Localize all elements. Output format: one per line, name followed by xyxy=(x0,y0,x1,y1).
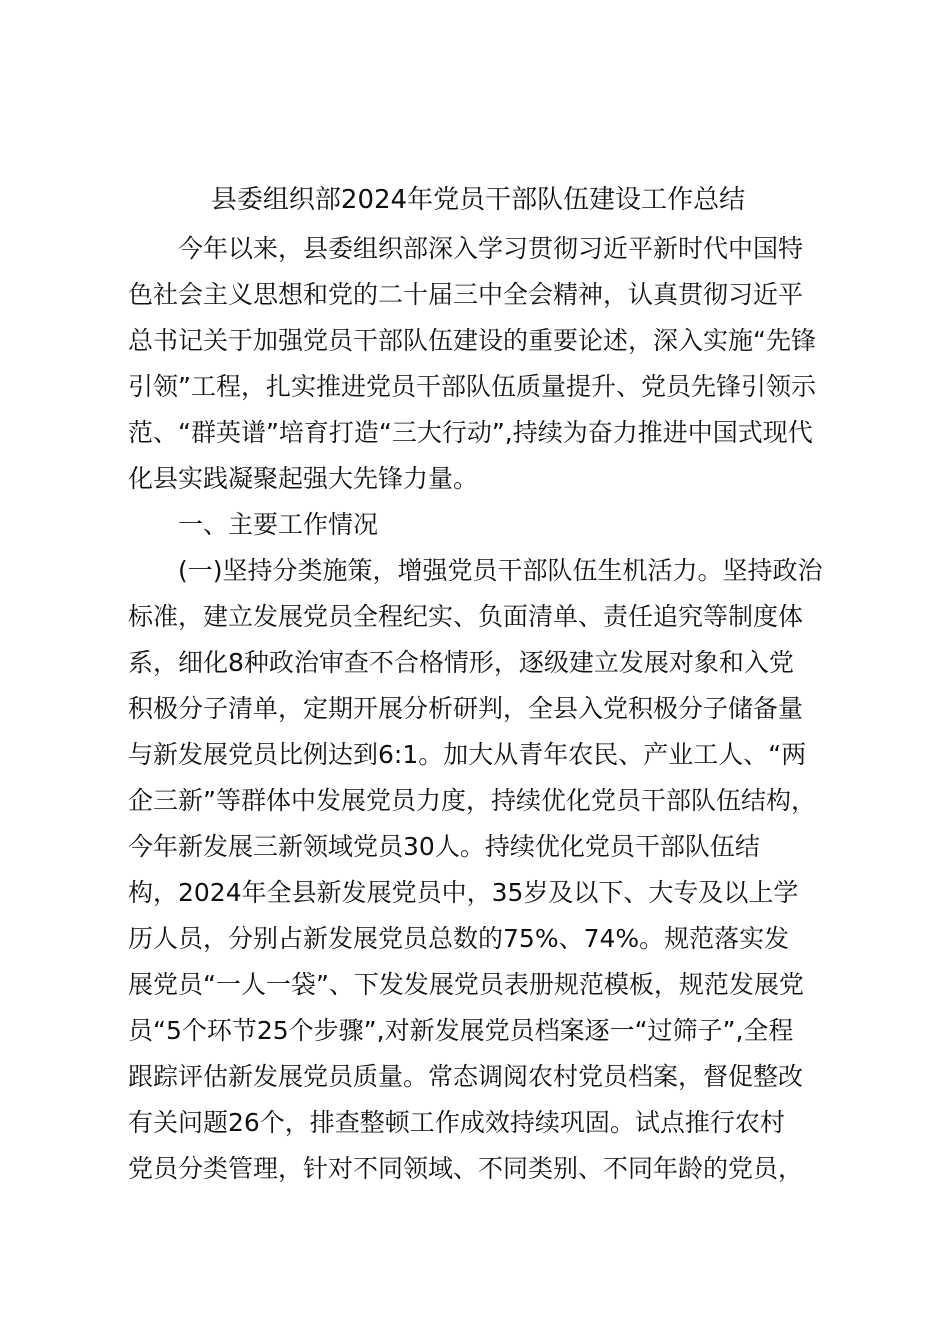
paragraph-line: 展党员“一人一袋”、下发发展党员表册规范模板，规范发展党 xyxy=(128,970,804,999)
paragraph-line: 今年以来，县委组织部深入学习贯彻习近平新时代中国特 xyxy=(178,234,804,263)
paragraph-line: 色社会主义思想和党的二十届三中全会精神，认真贯彻习近平 xyxy=(128,280,804,309)
paragraph-line: 系，细化8种政治审查不合格情形，逐级建立发展对象和入党 xyxy=(128,648,794,677)
paragraph-line: 构，2024年全县新发展党员中，35岁及以下、大专及以上学 xyxy=(128,878,799,907)
document-title: 县委组织部2024年党员干部队伍建设工作总结 xyxy=(210,185,746,215)
paragraph-line: 党员分类管理，针对不同领域、不同类别、不同年龄的党员， xyxy=(128,1154,804,1183)
paragraph-line: 与新发展党员比例达到6:1。加大从青年农民、产业工人、“两 xyxy=(128,740,807,769)
paragraph-line: 员“5个环节25个步骤”,对新发展党员档案逐一“过筛子”,全程 xyxy=(128,1016,794,1045)
section-heading: 一、主要工作情况 xyxy=(178,510,379,539)
paragraph-line: 有关问题26个，排查整顿工作成效持续巩固。试点推行农村 xyxy=(128,1108,785,1137)
paragraph-line: 化县实践凝聚起强大先锋力量。 xyxy=(128,464,479,493)
paragraph-line: 积极分子清单，定期开展分析研判，全县入党积极分子储备量 xyxy=(128,694,804,723)
paragraph-line: 跟踪评估新发展党员质量。常态调阅农村党员档案，督促整改 xyxy=(128,1062,804,1091)
paragraph-line: (一)坚持分类施策，增强党员干部队伍生机活力。坚持政治 xyxy=(178,556,823,585)
paragraph-line: 标准，建立发展党员全程纪实、负面清单、责任追究等制度体 xyxy=(128,602,804,631)
paragraph-line: 企三新”等群体中发展党员力度，持续优化党员干部队伍结构， xyxy=(128,786,816,815)
paragraph-line: 引领”工程，扎实推进党员干部队伍质量提升、党员先锋引领示 xyxy=(128,372,816,401)
paragraph-line: 历人员，分别占新发展党员总数的75%、74%。规范落实发 xyxy=(128,924,790,953)
paragraph-line: 总书记关于加强党员干部队伍建设的重要论述，深入实施“先锋 xyxy=(128,326,816,355)
paragraph-line: 今年新发展三新领域党员30人。持续优化党员干部队伍结 xyxy=(128,832,760,861)
paragraph-line: 范、“群英谱”培育打造“三大行动”,持续为奋力推进中国式现代 xyxy=(128,418,813,447)
